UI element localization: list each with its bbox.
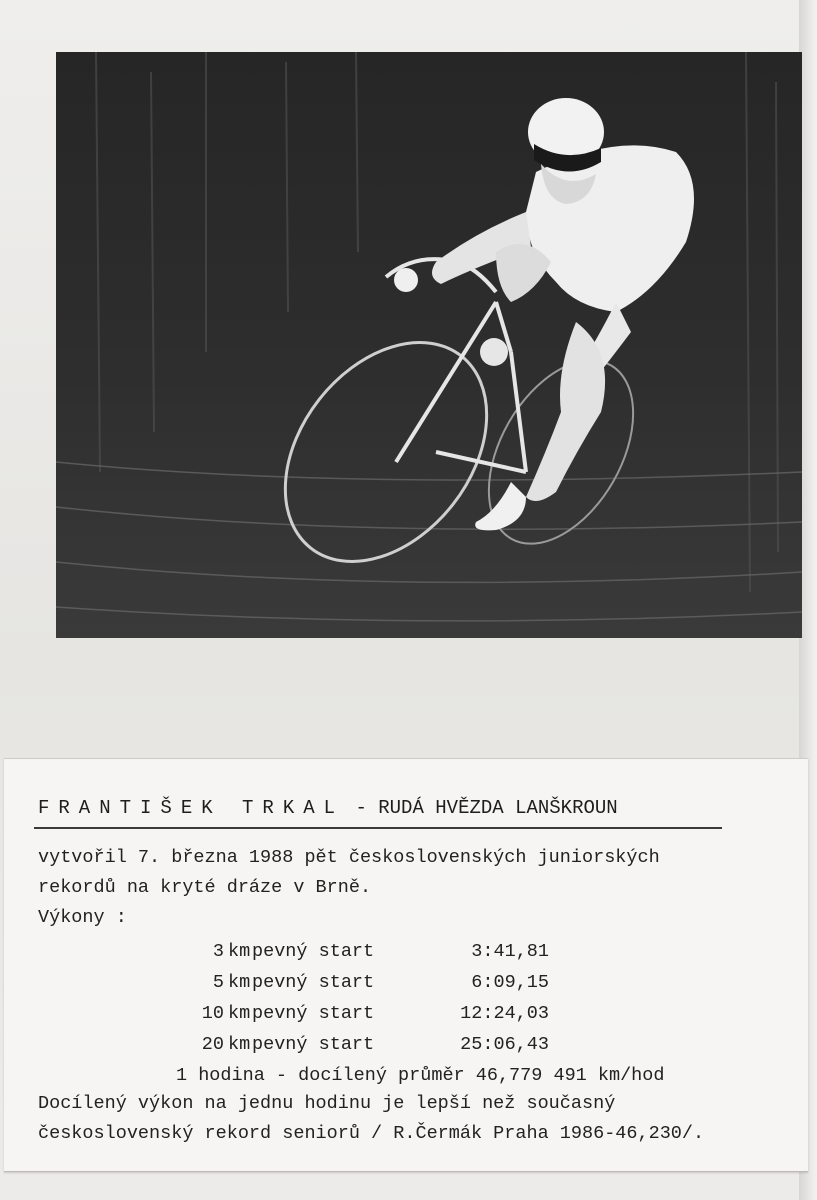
record-unit: km [228, 1034, 251, 1055]
record-unit: km [228, 972, 251, 993]
record-unit: km [228, 941, 251, 962]
document-title [38, 797, 618, 819]
records-label: Výkony : [38, 907, 127, 928]
intro-line-2: rekordů na kryté dráze v Brně. [38, 877, 372, 898]
hour-record: 1 hodina - docílený průměr 46,779 491 km/hod [176, 1065, 665, 1086]
record-distance: 20 [201, 1034, 224, 1055]
club-name: RUDÁ HVĚZDA LANŠKROUN [378, 797, 618, 819]
record-time: 12:24,03 [460, 1003, 549, 1024]
record-type: pevný start [252, 941, 375, 962]
record-type: pevný start [252, 1003, 375, 1024]
record-unit: km [228, 1003, 251, 1024]
record-distance: 10 [201, 1003, 224, 1024]
title-separator: - [355, 797, 367, 819]
conclusion-line-1: Docílený výkon na jednu hodinu je lepší než současný [38, 1093, 616, 1114]
record-distance: 3 [212, 941, 224, 962]
record-type: pevný start [252, 972, 375, 993]
cyclist-photo-illustration [56, 52, 802, 638]
record-time: 25:06,43 [460, 1034, 549, 1055]
intro-line-1: vytvořil 7. března 1988 pět československých juniorských [38, 847, 660, 868]
record-distance: 5 [212, 972, 224, 993]
caption-card [4, 758, 808, 1172]
record-time: 3:41,81 [471, 941, 549, 962]
record-time: 6:09,15 [471, 972, 549, 993]
athlete-name: FRANTIŠEK TRKAL [38, 797, 345, 819]
record-type: pevný start [252, 1034, 375, 1055]
title-underline [34, 827, 722, 829]
conclusion-line-2: československý rekord seniorů / R.Čermák Praha 1986-46,230/. [38, 1123, 705, 1144]
cyclist-photo [56, 52, 802, 638]
